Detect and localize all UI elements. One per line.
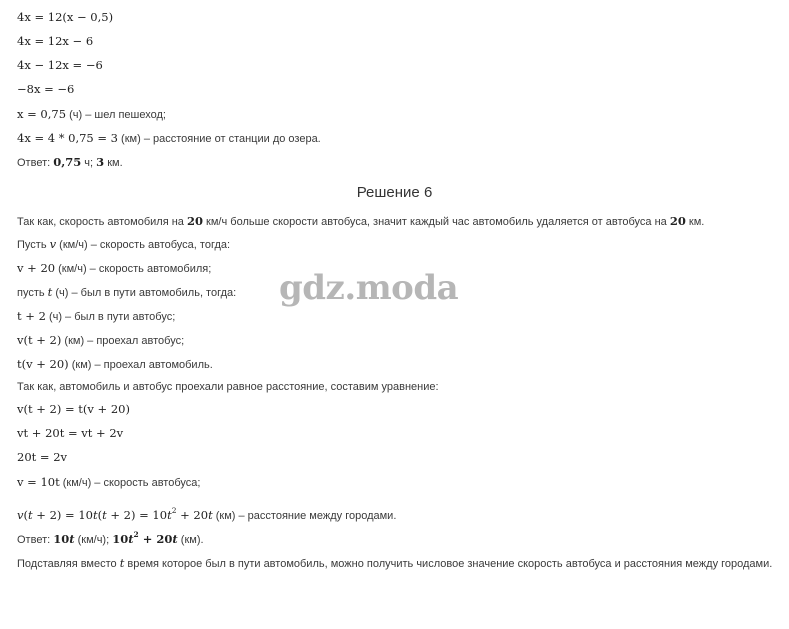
equation-line xyxy=(17,10,113,25)
text-line xyxy=(17,508,396,523)
math-expression: vt + 20t = vt + 2v xyxy=(17,426,124,440)
math-expression: t(v + 20) xyxy=(17,357,69,371)
text-fragment: Так как, скорость автомобиля на xyxy=(17,216,187,228)
text-line xyxy=(17,309,175,324)
text-fragment: (км) – проехал автобус; xyxy=(61,335,185,347)
watermark-logo: gdz.moda xyxy=(279,268,459,308)
math-expression: 0,75 xyxy=(53,155,82,169)
text-line xyxy=(17,333,184,348)
text-fragment: (ч) – шел пешеход; xyxy=(66,109,166,121)
equation-line xyxy=(17,58,103,73)
answer-line xyxy=(17,155,123,170)
text-fragment: (км/ч); xyxy=(74,534,113,546)
text-line xyxy=(17,131,321,146)
text-fragment: Подставляя вместо xyxy=(17,558,120,570)
math-variable: t xyxy=(119,556,125,570)
text-fragment: (км) – расстояние от станции до озера. xyxy=(118,133,321,145)
text-line xyxy=(17,237,230,252)
text-fragment: ч; xyxy=(81,157,97,169)
text-fragment: (км/ч) – скорость автобуса; xyxy=(59,477,201,489)
math-expression: $v(t + 2) = 10t(t + 2) = 10t^2 + 20t$ xyxy=(17,506,213,522)
text-fragment: (км/ч) – скорость автомобиля; xyxy=(55,263,212,275)
text-line xyxy=(17,357,213,372)
math-variable: t xyxy=(47,285,53,299)
equation-line xyxy=(17,426,123,441)
math-expression: 3 xyxy=(96,155,105,169)
text-fragment: км. xyxy=(685,216,705,228)
text-line: Так как, автомобиль и автобус проехали равное расстояние, составим уравнение: xyxy=(17,381,439,393)
text-line xyxy=(17,556,772,571)
section-heading: Решение 6 xyxy=(356,184,433,201)
text-fragment: (ч) – был в пути автобус; xyxy=(45,311,176,323)
text-fragment: км. xyxy=(104,157,123,169)
text-line xyxy=(17,475,200,490)
math-variable: v xyxy=(49,237,57,251)
math-expression: $10t^2 + 20t$ xyxy=(112,530,178,546)
text-fragment: (км). xyxy=(177,534,204,546)
text-fragment: км/ч больше скорости автобуса, значит каждый час автомобиль удаляется от автобуса на xyxy=(203,216,670,228)
text-fragment: Пусть xyxy=(17,239,50,251)
text-fragment: (км) – проехал автомобиль. xyxy=(68,359,213,371)
text-fragment: (км/ч) – скорость автобуса, тогда: xyxy=(56,239,231,251)
math-expression: 20 xyxy=(186,214,203,228)
equation-line xyxy=(17,450,67,465)
math-expression: 20t = 2v xyxy=(17,450,68,464)
answer-line xyxy=(17,532,204,547)
text-fragment: Ответ: xyxy=(17,534,54,546)
math-expression: 20 xyxy=(669,214,686,228)
text-line xyxy=(17,107,166,122)
math-expression: v(t + 2) = t(v + 20) xyxy=(17,402,130,416)
math-expression: −8x = −6 xyxy=(17,82,75,96)
equation-line xyxy=(17,402,130,417)
text-fragment: пусть xyxy=(17,287,48,299)
math-expression: v(t + 2) xyxy=(17,333,62,347)
text-fragment: (км) xyxy=(215,510,236,522)
math-expression: t + 2 xyxy=(17,309,46,323)
text-fragment: – расстояние между городами. xyxy=(235,510,397,522)
text-fragment: Ответ: xyxy=(17,157,54,169)
text-fragment: время которое был в пути автомобиль, можно получить числовое значение скорость автобуса и расстояния между городами. xyxy=(124,558,773,570)
math-expression: 4x = 12x − 6 xyxy=(17,34,94,48)
math-expression: 4x = 12(x − 0,5) xyxy=(17,10,114,24)
text-fragment: (ч) – был в пути автомобиль, тогда: xyxy=(52,287,237,299)
math-expression: 10t xyxy=(53,532,75,546)
equation-line xyxy=(17,82,74,97)
math-expression: 4x = 4 * 0,75 = 3 xyxy=(17,131,118,145)
math-expression: v + 20 xyxy=(17,261,56,275)
text-line xyxy=(17,214,704,229)
math-expression: 4x − 12x = −6 xyxy=(17,58,103,72)
equation-line xyxy=(17,34,93,49)
text-line xyxy=(17,261,211,276)
text-line xyxy=(17,285,236,300)
math-expression: x = 0,75 xyxy=(17,107,67,121)
math-expression: v = 10t xyxy=(17,475,60,489)
